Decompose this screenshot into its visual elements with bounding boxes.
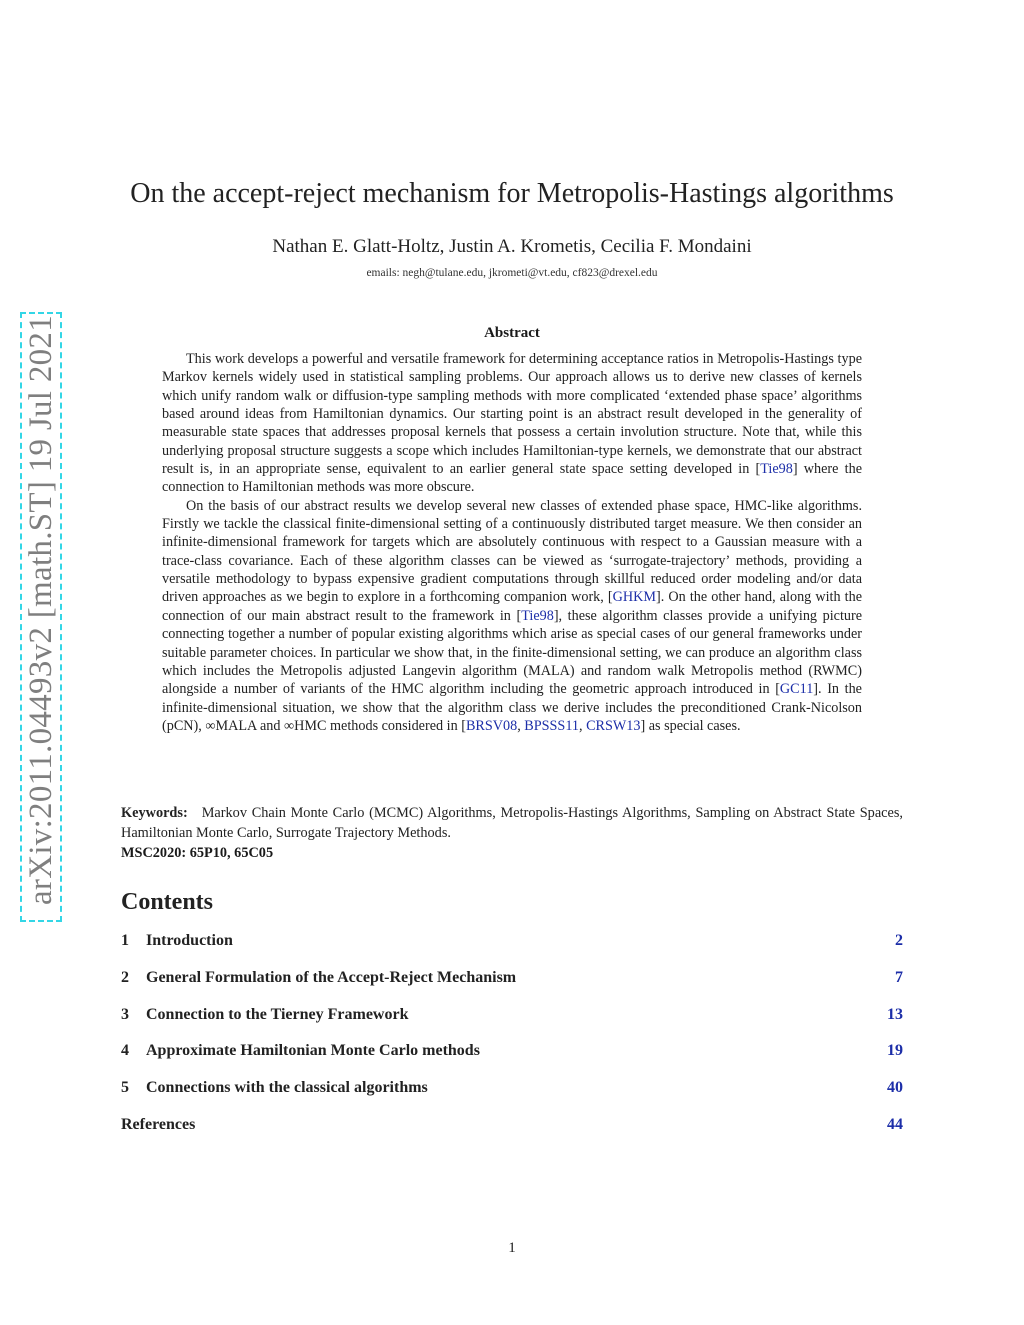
- abstract-text: ] where the connection to Hamiltonian methods was more obscure.: [162, 461, 863, 496]
- abstract-paragraph-2: [162, 497, 862, 735]
- citation-separator: ,: [517, 717, 525, 734]
- toc-number: 5: [121, 1079, 129, 1096]
- citation-link[interactable]: BPSSS11: [524, 717, 579, 734]
- toc-title[interactable]: Introduction: [146, 932, 233, 949]
- abstract-heading: Abstract: [484, 325, 540, 341]
- toc-number: 1: [121, 932, 129, 949]
- abstract-text: ]. In the infinite-dimensional situation, we show that the algorithm class we derive includes the preconditioned Crank-Nicolson (pCN), ∞MALA and ∞HMC methods considered in [: [162, 681, 862, 734]
- toc-title[interactable]: Connections with the classical algorithms: [146, 1079, 428, 1096]
- toc-entry-approximate-hmc[interactable]: [121, 1042, 903, 1066]
- citation-link[interactable]: GC11: [779, 681, 814, 698]
- abstract-text: ] as special cases.: [640, 717, 741, 734]
- toc-number: 3: [121, 1006, 129, 1023]
- citation-link[interactable]: Tie98: [760, 461, 793, 478]
- toc-title[interactable]: References: [121, 1116, 196, 1133]
- toc-page-link[interactable]: 2: [895, 932, 903, 949]
- citation-link[interactable]: Tie98: [521, 607, 554, 624]
- abstract-text: On the basis of our abstract results we develop several new classes of extended phase space, HMC-like algorithms. Firstly we tackle the classical finite-dimensional setting of a continuously distributed target measure. We then consider an infinite-dimensional framework for targets which are absolutely continuous with respect to a Gaussian measure with a trace-class covariance. Each of these algorithm classes can be viewed as ‘surrogate-trajectory’ methods, providing a versatile methodology to bypass expensive gradient computations through skillful reduced order modeling and/or data driven approaches as we begin to explore in a forthcoming companion work, [: [162, 497, 862, 606]
- paper-title: On the accept-reject mechanism for Metropolis-Hastings algorithms: [130, 178, 894, 209]
- abstract-text: ]. On the other hand, along with the connection of our main abstract result to the framework in [: [162, 589, 863, 624]
- authors: Nathan E. Glatt-Holtz, Justin A. Krometis, Cecilia F. Mondaini: [272, 236, 752, 257]
- toc-entry-general-formulation[interactable]: [121, 969, 903, 993]
- page-number: 1: [508, 1240, 516, 1256]
- toc-page-link[interactable]: 7: [895, 969, 903, 986]
- toc-entry-tierney-framework[interactable]: [121, 1006, 903, 1030]
- abstract-text: ], these algorithm classes provide a unifying picture connecting together a number of popular existing algorithms which arise as special cases of our general frameworks under suitable parameter choices. In particular we show that, in the finite-dimensional setting, we can produce an algorithm class which includes the Metropolis adjusted Langevin algorithm (MALA) and random walk Metropolis method (RWMC) alongside a number of variants of the HMC algorithm including the geometric approach introduced in [: [162, 607, 863, 698]
- author-emails[interactable]: emails: negh@tulane.edu, jkrometi@vt.edu, cf823@drexel.edu: [366, 267, 658, 279]
- keywords-text: Markov Chain Monte Carlo (MCMC) Algorithms, Metropolis-Hastings Algorithms, Sampling on Abstract State Spaces, Hamiltonian Monte Carlo, Surrogate Trajectory Methods.: [121, 805, 903, 841]
- citation-link[interactable]: CRSW13: [586, 717, 641, 734]
- keywords-label: Keywords:: [121, 805, 188, 821]
- toc-page-link[interactable]: 19: [887, 1042, 903, 1059]
- toc-page-link[interactable]: 44: [887, 1116, 903, 1133]
- toc-number: 2: [121, 969, 129, 986]
- citation-separator: ,: [578, 717, 587, 734]
- toc-title[interactable]: Approximate Hamiltonian Monte Carlo methods: [146, 1042, 480, 1059]
- msc-classification: MSC2020: 65P10, 65C05: [121, 845, 274, 861]
- abstract-body: [162, 350, 862, 735]
- toc-entry-classical-algorithms[interactable]: [121, 1079, 903, 1103]
- toc-number: 4: [121, 1042, 129, 1059]
- toc-title[interactable]: General Formulation of the Accept-Reject Mechanism: [146, 969, 517, 986]
- toc-page-link[interactable]: 40: [887, 1079, 903, 1096]
- abstract-text: This work develops a powerful and versatile framework for determining acceptance ratios in Metropolis-Hastings type Markov kernels widely used in statistical sampling problems. Our approach allows us to derive new classes of kernels which unify random walk or diffusion-type sampling methods with more complicated ‘extended phase space’ algorithms based around ideas from Hamiltonian dynamics. Our starting point is an abstract result developed in the generality of measurable state spaces that addresses proposal kernels that possess a certain involution structure. Note that, while this underlying proposal structure suggests a scope which includes Hamiltonian-type kernels, we demonstrate that our abstract result is, in an appropriate sense, equivalent to an earlier general state space setting developed in [: [162, 351, 862, 478]
- citation-link[interactable]: BRSV08: [465, 717, 518, 734]
- abstract-paragraph-1: [162, 350, 862, 497]
- toc-entry-introduction[interactable]: [121, 932, 903, 956]
- keywords: [121, 803, 903, 843]
- arxiv-stamp[interactable]: arXiv:2011.04493v2 [math.ST] 19 Jul 2021: [23, 314, 59, 906]
- contents-heading: Contents: [121, 889, 214, 915]
- citation-link[interactable]: GHKM: [612, 589, 657, 606]
- toc-entry-references[interactable]: [121, 1116, 903, 1140]
- toc-title[interactable]: Connection to the Tierney Framework: [146, 1006, 409, 1023]
- toc-page-link[interactable]: 13: [887, 1006, 903, 1023]
